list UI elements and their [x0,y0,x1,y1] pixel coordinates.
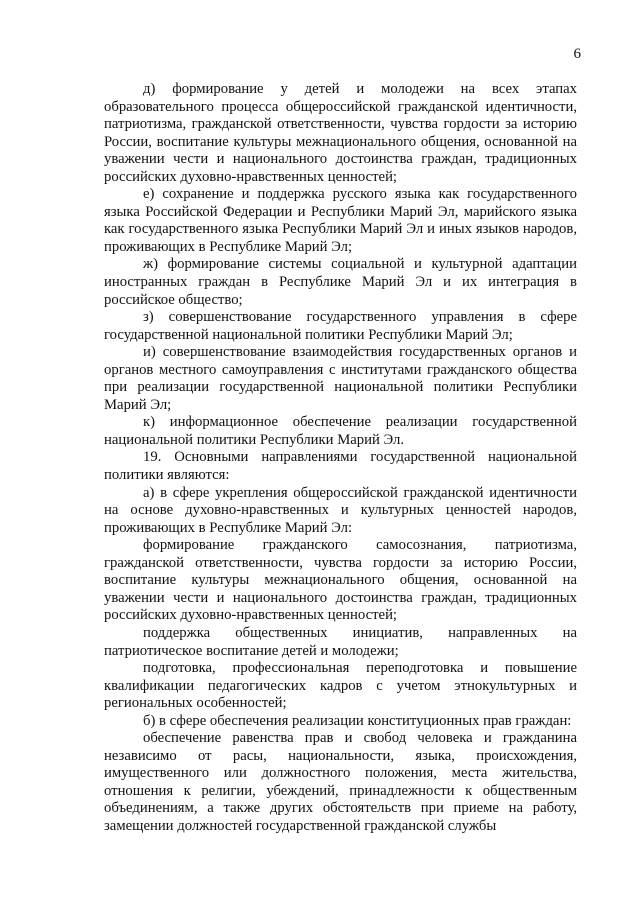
paragraph-e: е) сохранение и поддержка русского языка как государственного языка Российской Федерации и Республики Марий Эл, марийского языка как государственного языка Республики Марий Эл и иных языков народов, проживающих в Республике Марий Эл; [104,186,577,255]
paragraph-a-item-1: формирование гражданского самосознания, патриотизма, гражданской ответственности, чувства гордости за историю России, воспитание культуры межнационального общения, основанной на уважении чести и национального достоинства граждан, традиционных российских духовно-нравственных ценностей; [104,537,577,624]
paragraph-d: д) формирование у детей и молодежи на всех этапах образовательного процесса общероссийской гражданской идентичности, патриотизма, гражданской ответственности, чувства гордости за историю России, воспитание культуры межнационального общения, основанной на уважении чести и национального достоинства граждан, традиционных российских духовно-нравственных ценностей; [104,81,577,185]
paragraph-zh: ж) формирование системы социальной и культурной адаптации иностранных граждан в Республике Марий Эл и их интеграция в российское общество; [104,256,577,308]
paragraph-19: 19. Основными направлениями государственной национальной политики являются: [104,449,577,484]
document-body [104,81,577,836]
paragraph-a-item-2: поддержка общественных инициатив, направленных на патриотическое воспитание детей и молодежи; [104,624,577,659]
paragraph-19-b: б) в сфере обеспечения реализации конституционных прав граждан: [143,712,572,729]
paragraph-z: з) совершенствование государственного управления в сфере государственной национальной политики Республики Марий Эл; [104,309,577,343]
paragraph-k: к) информационное обеспечение реализации государственной национальной политики Республики Марий Эл. [104,414,577,448]
page-number: 6 [573,46,581,62]
paragraph-a-item-3: подготовка, профессиональная переподготовка и повышение квалификации педагогических кадров с учетом этнокультурных и региональных особенностей; [104,660,577,712]
paragraph-19-a: а) в сфере укрепления общероссийской гражданской идентичности на основе духовно-нравственных и культурных ценностей народов, проживающих в Республике Марий Эл: [104,484,577,536]
paragraph-b-item-1: обеспечение равенства прав и свобод человека и гражданина независимо от расы, национальности, языка, происхождения, имущественного или должностного положения, места жительства, отношения к религии, убеждений, принадлежности к общественным объединениям, а также других обстоятельств при приеме на работу, замещении должностей государственной гражданской службы [104,730,577,834]
paragraph-i: и) совершенствование взаимодействия государственных органов и органов местного самоуправления с институтами гражданского общества при реализации государственной национальной политики Республики Марий Эл; [104,344,577,413]
